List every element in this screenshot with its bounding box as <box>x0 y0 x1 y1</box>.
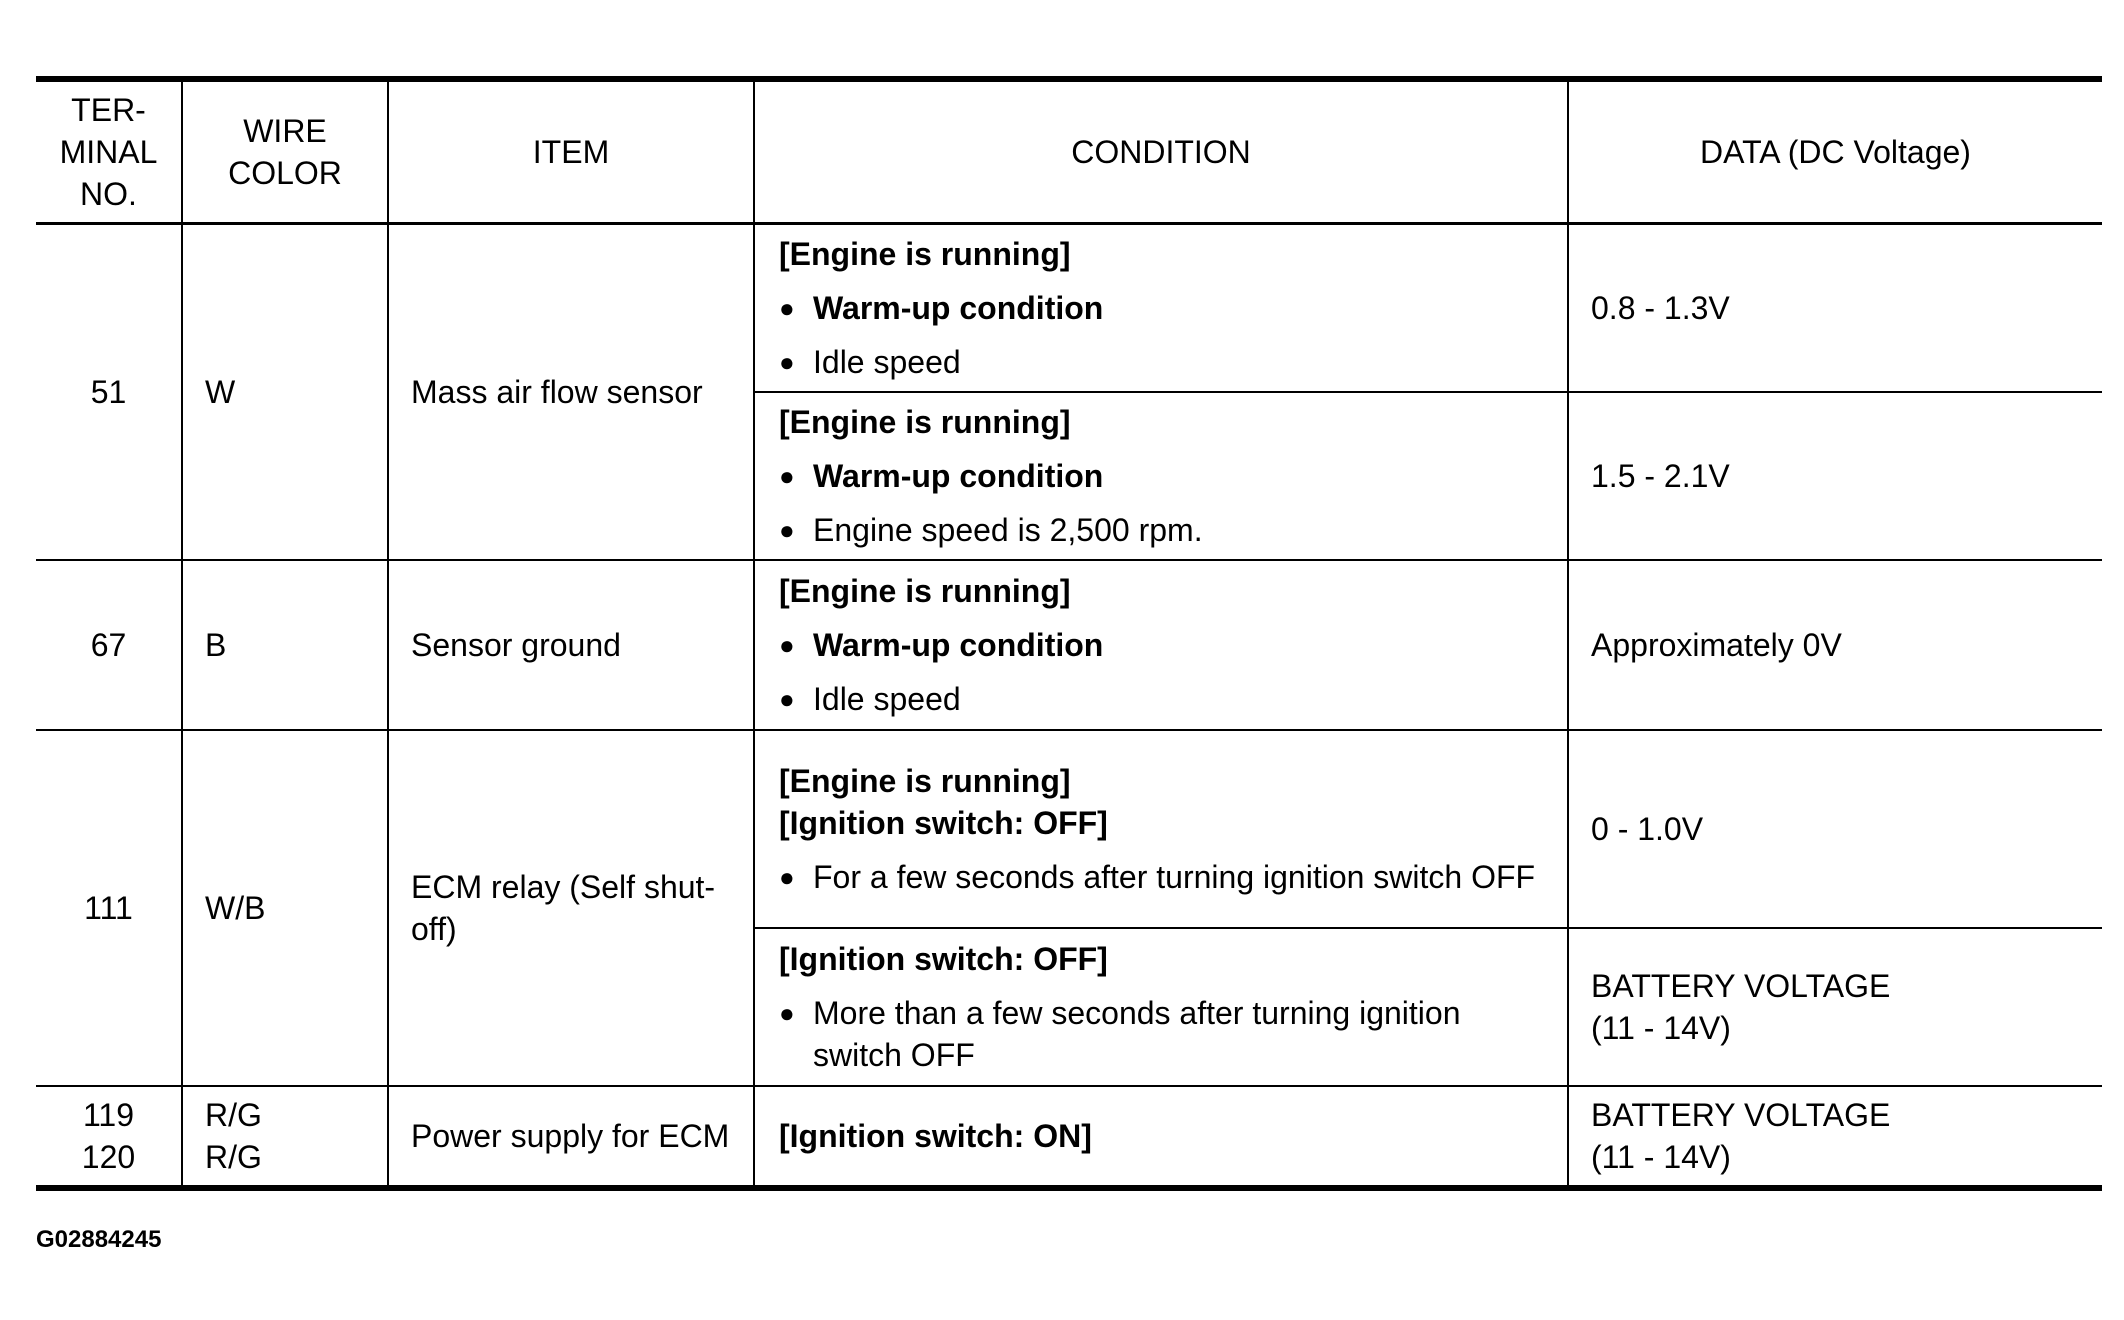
bullet-dot-icon: ● <box>779 997 795 1028</box>
condition-header: [Engine is running] <box>779 762 1071 799</box>
terminal-no-cell: 51 <box>36 223 182 560</box>
item-cell: Power supply for ECM <box>388 1086 754 1188</box>
table-row <box>36 730 2102 928</box>
condition-header: [Ignition switch: OFF] <box>779 940 1108 977</box>
table-row <box>36 560 2102 730</box>
table-row <box>36 1086 2102 1188</box>
condition-bullet: ● Warm-up condition <box>779 455 1545 497</box>
bullet-dot-icon: ● <box>779 861 795 892</box>
condition-header: [Engine is running] <box>779 403 1071 440</box>
table-row <box>36 223 2102 392</box>
item-cell: ECM relay (Self shut-off) <box>388 730 754 1086</box>
condition-header: [Ignition switch: ON] <box>779 1117 1092 1154</box>
item-cell: Mass air flow sensor <box>388 223 754 560</box>
dc-voltage-cell: Approximately 0V <box>1568 560 2102 730</box>
terminal-no-cell: 111 <box>36 730 182 1086</box>
bullet-dot-icon: ● <box>779 460 795 491</box>
condition-bullet: ● More than a few seconds after turning ignition switch OFF <box>779 992 1545 1076</box>
bullet-dot-icon: ● <box>779 346 795 377</box>
dc-voltage-cell: BATTERY VOLTAGE (11 - 14V) <box>1568 928 2102 1086</box>
header-item: ITEM <box>388 79 754 223</box>
header-data: DATA (DC Voltage) <box>1568 79 2102 223</box>
condition-cell <box>754 560 1568 730</box>
condition-bullet: ● For a few seconds after turning ignition switch OFF <box>779 856 1545 898</box>
condition-bullet: ● Warm-up condition <box>779 624 1545 666</box>
header-wire-color: WIRE COLOR <box>182 79 388 223</box>
wire-color-cell: W <box>182 223 388 560</box>
figure-id: G02884245 <box>36 1226 162 1253</box>
condition-bullet: ● Engine speed is 2,500 rpm. <box>779 509 1545 551</box>
header-row <box>36 79 2102 223</box>
condition-header: [Ignition switch: OFF] <box>779 804 1108 841</box>
dc-voltage-cell: 0.8 - 1.3V <box>1568 223 2102 392</box>
dc-voltage-cell: BATTERY VOLTAGE (11 - 14V) <box>1568 1086 2102 1188</box>
header-condition: CONDITION <box>754 79 1568 223</box>
wire-color-cell: W/B <box>182 730 388 1086</box>
condition-header: [Engine is running] <box>779 572 1071 609</box>
bullet-dot-icon: ● <box>779 292 795 323</box>
terminal-data-table <box>36 76 2102 1191</box>
bullet-dot-icon: ● <box>779 514 795 545</box>
wire-color-cell: B <box>182 560 388 730</box>
condition-cell <box>754 730 1568 928</box>
condition-cell <box>754 1086 1568 1188</box>
header-terminal-no: TER- MINAL NO. <box>36 79 182 223</box>
bullet-dot-icon: ● <box>779 683 795 714</box>
condition-bullet: ● Idle speed <box>779 678 1545 720</box>
condition-bullet: ● Idle speed <box>779 341 1545 383</box>
condition-header: [Engine is running] <box>779 235 1071 272</box>
condition-cell <box>754 223 1568 392</box>
condition-cell <box>754 928 1568 1086</box>
dc-voltage-cell: 0 - 1.0V <box>1568 730 2102 928</box>
condition-cell <box>754 392 1568 560</box>
dc-voltage-cell: 1.5 - 2.1V <box>1568 392 2102 560</box>
bullet-dot-icon: ● <box>779 629 795 660</box>
terminal-no-cell: 67 <box>36 560 182 730</box>
condition-bullet: ● Warm-up condition <box>779 287 1545 329</box>
item-cell: Sensor ground <box>388 560 754 730</box>
wire-color-cell: R/G R/G <box>182 1086 388 1188</box>
table-body <box>36 223 2102 1188</box>
table-header <box>36 79 2102 223</box>
terminal-no-cell: 119 120 <box>36 1086 182 1188</box>
